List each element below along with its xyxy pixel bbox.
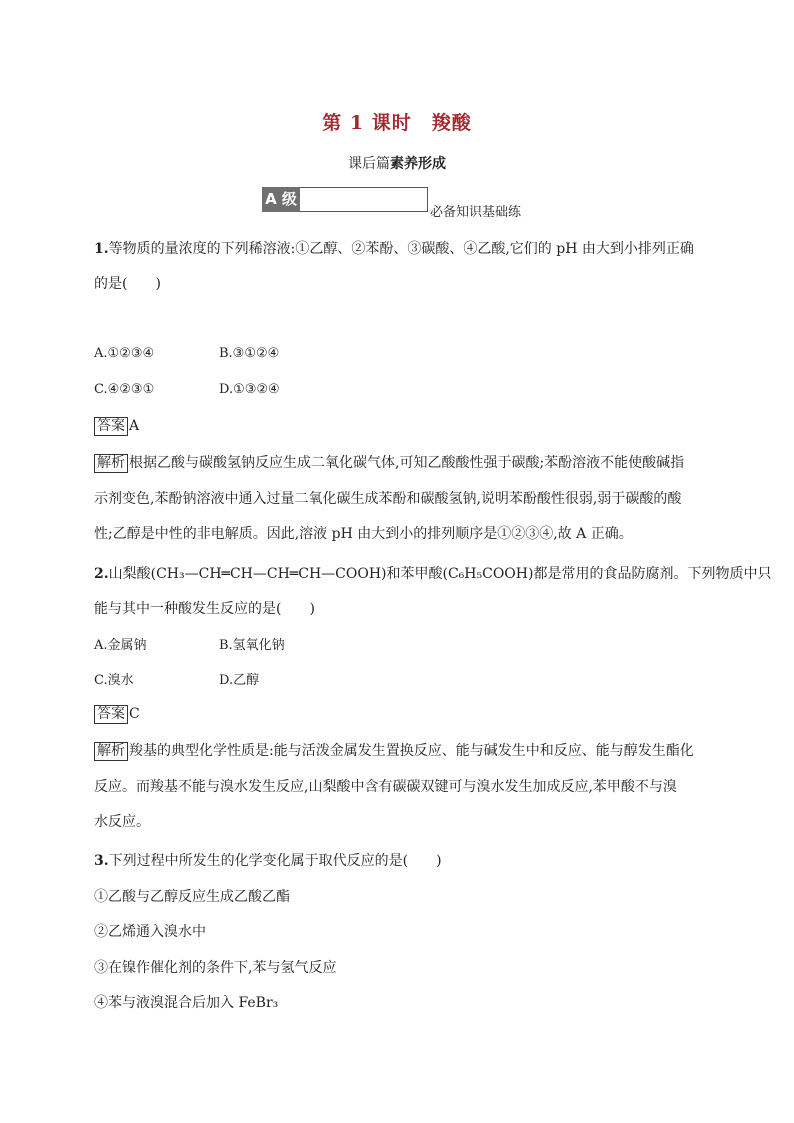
subtitle-plain: 课后篇 [348, 156, 390, 172]
answer-value: A [129, 418, 140, 434]
question-3-number: 3. [94, 853, 109, 869]
answer-value: C [129, 706, 140, 722]
question-2-option-c: C.溴水 [94, 673, 134, 688]
analysis-text: 根据乙酸与碳酸氢钠反应生成二氧化碳气体,可知乙酸酸性强于碳酸;苯酚溶液不能使酸碱指 [129, 455, 685, 471]
question-1-answer [94, 417, 139, 436]
question-3-line-1 [94, 850, 442, 870]
analysis-label: 解析 [94, 454, 128, 473]
question-1-option-b: B.③①②④ [219, 346, 280, 361]
question-1-line-2: 的是( ) [94, 276, 161, 292]
question-1-analysis-line-2: 示剂变色,苯酚钠溶液中通入过量二氧化碳生成苯酚和碳酸氢钠,说明苯酚酸性很弱,弱于碳酸的酸 [94, 491, 682, 507]
question-2-analysis-line-3: 水反应。 [94, 814, 150, 830]
question-3-item-4: ④苯与液溴混合后加入 FeBr₃ [94, 995, 279, 1011]
subtitle-bold: 素养形成 [390, 156, 446, 172]
question-3-item-2: ②乙烯通入溴水中 [94, 924, 206, 940]
question-1-text-1: 等物质的量浓度的下列稀溶液:①乙醇、②苯酚、③碳酸、④乙酸,它们的 pH 由大到小排列正确 [108, 241, 694, 257]
question-1-line-1 [94, 238, 694, 258]
question-3-item-3: ③在镍作催化剂的条件下,苯与氢气反应 [94, 960, 337, 976]
question-1-option-d: D.①③②④ [219, 382, 280, 397]
question-2-analysis-line-1 [94, 740, 694, 761]
level-box [300, 187, 428, 212]
analysis-text: 羧基的典型化学性质是:能与活泼金属发生置换反应、能与碱发生中和反应、能与醇发生酯化 [129, 743, 694, 759]
question-2-line-1 [94, 563, 771, 583]
level-badge: A 级 [262, 187, 300, 212]
question-2-text-1: 山梨酸(CH₃—CH═CH—CH═CH—COOH)和苯甲酸(C₆H₅COOH)都是常用的食品防腐剂。下列物质中只 [108, 566, 772, 582]
question-2-line-2: 能与其中一种酸发生反应的是( ) [94, 601, 315, 617]
question-2-number: 2. [94, 566, 109, 582]
answer-label: 答案 [94, 417, 128, 436]
page-title: 第 1 课时 羧酸 [322, 112, 472, 134]
question-2-analysis-line-2: 反应。而羧基不能与溴水发生反应,山梨酸中含有碳碳双键可与溴水发生加成反应,苯甲酸不与溴 [94, 779, 677, 795]
question-2-answer [94, 705, 140, 724]
page-subtitle [0, 153, 794, 173]
question-1-option-a: A.①②③④ [94, 346, 155, 361]
level-text: 必备知识基础练 [430, 205, 522, 220]
question-2-option-a: A.金属钠 [94, 638, 147, 653]
analysis-label: 解析 [94, 742, 128, 761]
question-2-option-b: B.氢氧化钠 [219, 638, 285, 653]
question-3-item-1: ①乙酸与乙醇反应生成乙酸乙酯 [94, 889, 290, 905]
question-3-text-1: 下列过程中所发生的化学变化属于取代反应的是( ) [108, 853, 442, 869]
question-1-number: 1. [94, 241, 109, 257]
question-1-option-c: C.④②③① [94, 382, 155, 397]
question-2-option-d: D.乙醇 [219, 673, 260, 688]
question-1-analysis-line-1 [94, 452, 684, 473]
question-1-analysis-line-3: 性;乙醇是中性的非电解质。因此,溶液 pH 由大到小的排列顺序是①②③④,故 A 正确。 [94, 526, 633, 542]
answer-label: 答案 [94, 705, 128, 724]
